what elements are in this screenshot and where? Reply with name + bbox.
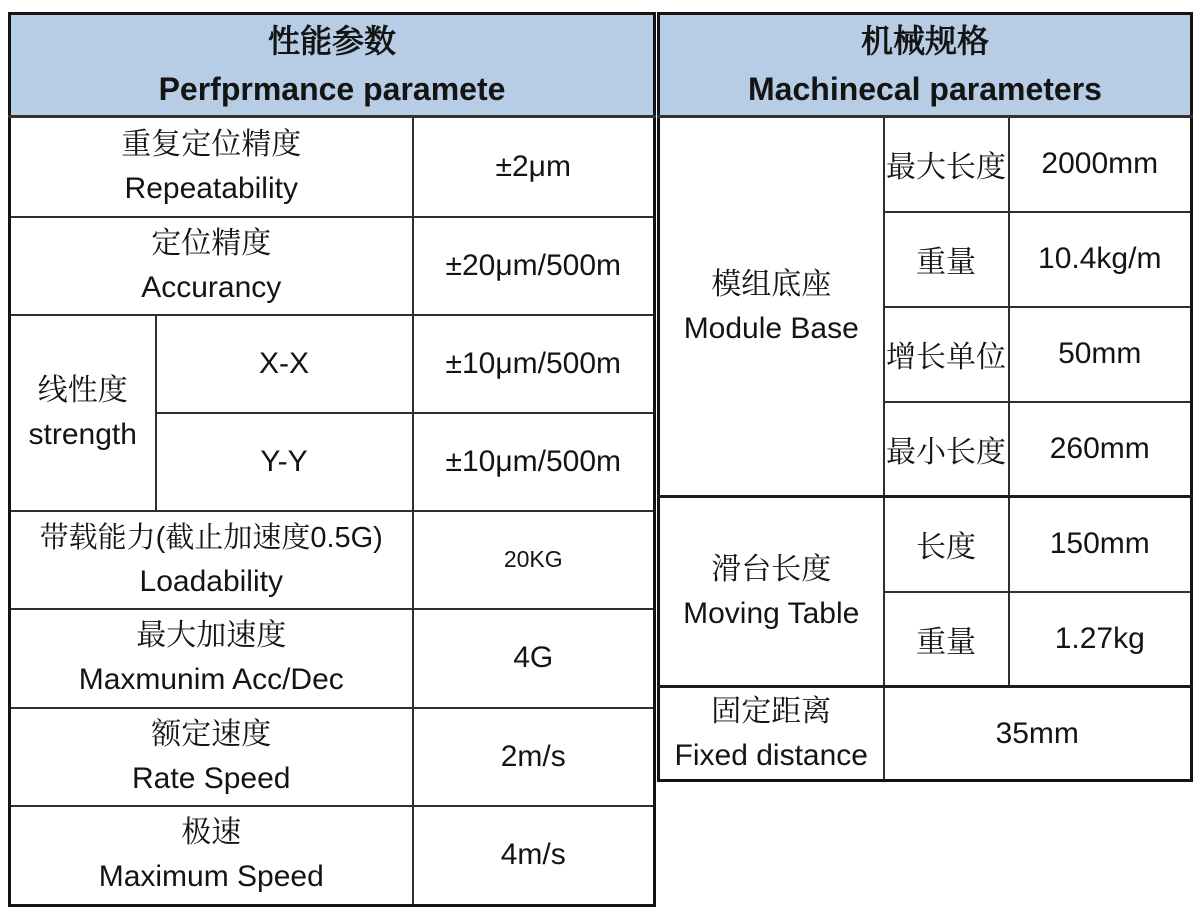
- rate-speed-label-zh: 额定速度: [151, 717, 272, 751]
- fixed-distance-label-zh: 固定距离: [711, 694, 832, 728]
- moving-table-length-name: 长度: [884, 497, 1009, 592]
- rate-speed-value: 2m/s: [413, 708, 655, 806]
- accuracy-label-zh: 定位精度: [151, 226, 272, 260]
- module-base-label-zh: 模组底座: [711, 267, 832, 301]
- module-base-min-length-name: 最小长度: [884, 402, 1009, 497]
- moving-table-length-value: 150mm: [1009, 497, 1192, 592]
- max-acc-label-en: Maxmunim Acc/Dec: [78, 663, 344, 696]
- loadability-label-zh: 带载能力(截止加速度0.5G): [39, 521, 383, 554]
- module-base-min-length-value: 260mm: [1009, 402, 1192, 497]
- linearity-label-en: strength: [28, 417, 137, 451]
- module-base-max-length-name: 最大长度: [884, 117, 1009, 212]
- module-base-weight-value: 10.4kg/m: [1009, 212, 1192, 307]
- linearity-yy-value: ±10μm/500m: [413, 413, 655, 511]
- performance-table: [8, 12, 656, 907]
- module-base-weight-name: 重量: [884, 212, 1009, 307]
- moving-table-weight-value: 1.27kg: [1009, 592, 1192, 687]
- module-base-max-length-value: 2000mm: [1009, 117, 1192, 212]
- module-base-increment-value: 50mm: [1009, 307, 1192, 402]
- module-base-label-cell: [659, 117, 884, 497]
- moving-table-label-cell: [659, 497, 884, 687]
- mechanical-table: [657, 12, 1193, 782]
- accuracy-value: ±20μm/500m: [413, 217, 655, 315]
- moving-table-label-zh: 滑台长度: [711, 552, 832, 586]
- max-speed-value: 4m/s: [413, 806, 655, 906]
- fixed-distance-label-cell: [659, 687, 884, 781]
- fixed-distance-label-en: Fixed distance: [674, 738, 868, 772]
- loadability-label-cell: [10, 511, 413, 609]
- rate-speed-label-cell: [10, 708, 413, 806]
- linearity-xx-value: ±10μm/500m: [413, 315, 655, 413]
- max-acc-label-zh: 最大加速度: [136, 619, 287, 652]
- max-acc-value: 4G: [413, 609, 655, 708]
- fixed-distance-value: 35mm: [884, 687, 1192, 781]
- mechanical-table-header: [659, 14, 1192, 117]
- repeatability-label-cell: [10, 117, 413, 217]
- repeatability-value: ±2μm: [413, 117, 655, 217]
- max-speed-label-en: Maximum Speed: [98, 860, 324, 894]
- loadability-label-en: Loadability: [139, 564, 283, 598]
- moving-table-label-en: Moving Table: [683, 596, 860, 630]
- module-base-increment-name: 增长单位: [884, 307, 1009, 402]
- performance-title-zh: 性能参数: [267, 23, 396, 59]
- accuracy-label-cell: [10, 217, 413, 315]
- moving-table-weight-name: 重量: [884, 592, 1009, 687]
- linearity-label-cell: [10, 315, 156, 511]
- max-acc-label-cell: [10, 609, 413, 708]
- repeatability-label-zh: 重复定位精度: [121, 127, 302, 161]
- performance-table-header: [10, 14, 655, 117]
- module-base-label-en: Module Base: [683, 311, 859, 345]
- loadability-value: 20KG: [413, 511, 655, 609]
- linearity-yy-label: Y-Y: [156, 413, 413, 511]
- repeatability-label-en: Repeatability: [124, 171, 298, 205]
- max-speed-label-zh: 极速: [181, 816, 242, 850]
- performance-title-en: Perfprmance paramete: [158, 71, 506, 107]
- mechanical-title-en: Machinecal parameters: [748, 71, 1102, 107]
- linearity-xx-label: X-X: [156, 315, 413, 413]
- rate-speed-label-en: Rate Speed: [132, 761, 291, 795]
- max-speed-label-cell: [10, 806, 413, 906]
- accuracy-label-en: Accurancy: [141, 270, 282, 304]
- mechanical-title-zh: 机械规格: [860, 23, 989, 59]
- linearity-label-zh: 线性度: [37, 373, 128, 407]
